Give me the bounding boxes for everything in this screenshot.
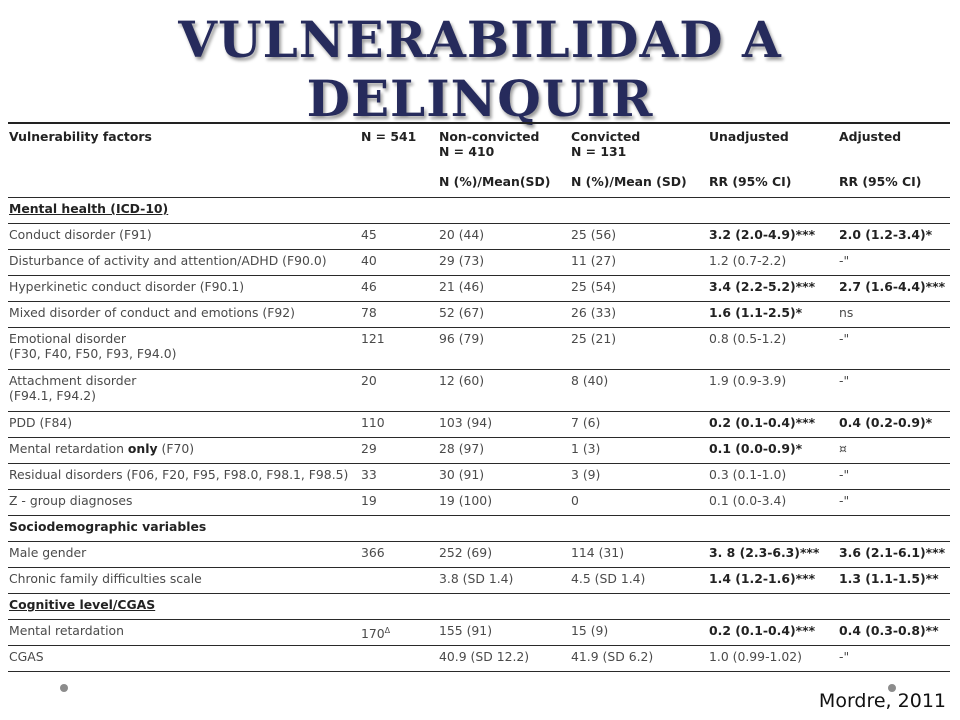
row-unadjusted: 1.6 (1.1-2.5)* xyxy=(708,302,838,328)
row-nonconvicted: 30 (91) xyxy=(438,464,570,490)
row-convicted: 4.5 (SD 1.4) xyxy=(570,568,708,594)
row-unadjusted: 1.2 (0.7-2.2) xyxy=(708,250,838,276)
row-n: 78 xyxy=(360,302,438,328)
row-factor: Z - group diagnoses xyxy=(8,490,360,516)
row-factor: Residual disorders (F06, F20, F95, F98.0, F98.1, F98.5) xyxy=(8,464,360,490)
section-sociodemographic: Sociodemographic variables xyxy=(8,516,950,542)
subheader-nonconvicted: N (%)/Mean(SD) xyxy=(438,171,570,198)
row-unadjusted: 1.9 (0.9-3.9) xyxy=(708,370,838,412)
table-row xyxy=(8,302,950,328)
header-convicted xyxy=(570,123,708,171)
row-factor-line1: Attachment disorder xyxy=(9,373,137,388)
header-adjusted: Adjusted xyxy=(839,129,902,144)
row-unadjusted: 0.1 (0.0-3.4) xyxy=(708,490,838,516)
row-n: 33 xyxy=(360,464,438,490)
row-factor: Mental retardation xyxy=(8,620,360,646)
row-n: 110 xyxy=(360,412,438,438)
row-convicted: 41.9 (SD 6.2) xyxy=(570,646,708,672)
row-nonconvicted: 28 (97) xyxy=(438,438,570,464)
row-factor xyxy=(8,328,360,370)
row-n: 19 xyxy=(360,490,438,516)
row-unadjusted: 0.3 (0.1-1.0) xyxy=(708,464,838,490)
table-row xyxy=(8,490,950,516)
row-n: 46 xyxy=(360,276,438,302)
subheader-unadjusted: RR (95% CI) xyxy=(708,171,838,198)
header-nonconvicted xyxy=(438,123,570,171)
row-factor-line2: (F94.1, F94.2) xyxy=(9,388,96,403)
row-adjusted: 0.4 (0.2-0.9)* xyxy=(838,412,950,438)
row-unadjusted: 0.8 (0.5-1.2) xyxy=(708,328,838,370)
row-n: 366 xyxy=(360,542,438,568)
table-row xyxy=(8,250,950,276)
section-row xyxy=(8,594,950,620)
row-nonconvicted: 40.9 (SD 12.2) xyxy=(438,646,570,672)
row-convicted: 26 (33) xyxy=(570,302,708,328)
row-factor: PDD (F84) xyxy=(8,412,360,438)
row-nonconvicted: 12 (60) xyxy=(438,370,570,412)
table-row xyxy=(8,542,950,568)
section-cognitive xyxy=(8,594,950,620)
section-row xyxy=(8,516,950,542)
row-factor: Chronic family difficulties scale xyxy=(8,568,360,594)
row-adjusted: 1.3 (1.1-1.5)** xyxy=(838,568,950,594)
row-n: 29 xyxy=(360,438,438,464)
row-n xyxy=(360,646,438,672)
row-unadjusted: 3.4 (2.2-5.2)*** xyxy=(708,276,838,302)
row-convicted: 25 (21) xyxy=(570,328,708,370)
row-nonconvicted: 155 (91) xyxy=(438,620,570,646)
row-n: 45 xyxy=(360,224,438,250)
row-factor-line2: (F30, F40, F50, F93, F94.0) xyxy=(9,346,177,361)
section-mental-health-label: Mental health (ICD-10) xyxy=(9,201,169,216)
row-factor xyxy=(8,438,360,464)
row-convicted: 25 (56) xyxy=(570,224,708,250)
bullet-dot-left xyxy=(60,684,68,692)
row-convicted: 11 (27) xyxy=(570,250,708,276)
subheader-convicted: N (%)/Mean (SD) xyxy=(570,171,708,198)
section-row xyxy=(8,198,950,224)
row-unadjusted: 0.1 (0.0-0.9)* xyxy=(708,438,838,464)
row-unadjusted: 1.0 (0.99-1.02) xyxy=(708,646,838,672)
row-unadjusted: 3.2 (2.0-4.9)*** xyxy=(708,224,838,250)
table-row xyxy=(8,464,950,490)
row-convicted: 8 (40) xyxy=(570,370,708,412)
table-row xyxy=(8,370,950,412)
table-row xyxy=(8,438,950,464)
row-adjusted: -" xyxy=(838,328,950,370)
section-cognitive-label: Cognitive level/CGAS xyxy=(9,597,156,612)
row-nonconvicted: 20 (44) xyxy=(438,224,570,250)
row-n-value: 170 xyxy=(361,626,385,642)
row-n: 40 xyxy=(360,250,438,276)
row-nonconvicted: 252 (69) xyxy=(438,542,570,568)
row-n: 121 xyxy=(360,328,438,370)
row-nonconvicted: 52 (67) xyxy=(438,302,570,328)
slide-title: VULNERABILIDAD A DELINQUIR xyxy=(178,10,782,128)
row-n xyxy=(360,568,438,594)
row-convicted: 1 (3) xyxy=(570,438,708,464)
row-convicted: 25 (54) xyxy=(570,276,708,302)
row-unadjusted: 3. 8 (2.3-6.3)*** xyxy=(708,542,838,568)
row-n-superscript: Δ xyxy=(384,626,391,635)
row-factor-emphasis: only xyxy=(127,441,158,456)
citation: Mordre, 2011 xyxy=(818,690,946,712)
table-header-row xyxy=(8,123,950,171)
header-unadjusted: Unadjusted xyxy=(709,129,789,144)
table-row xyxy=(8,646,950,672)
row-factor: Male gender xyxy=(8,542,360,568)
row-nonconvicted: 19 (100) xyxy=(438,490,570,516)
row-factor: CGAS xyxy=(8,646,360,672)
table-row xyxy=(8,620,950,646)
table-row xyxy=(8,276,950,302)
row-convicted: 0 xyxy=(570,490,708,516)
header-convicted-label: Convicted xyxy=(571,129,641,144)
row-adjusted: -" xyxy=(838,646,950,672)
row-nonconvicted: 29 (73) xyxy=(438,250,570,276)
row-convicted: 7 (6) xyxy=(570,412,708,438)
row-adjusted: -" xyxy=(838,490,950,516)
row-factor: Mixed disorder of conduct and emotions (F92) xyxy=(8,302,360,328)
header-factor: Vulnerability factors xyxy=(9,129,152,144)
table-row xyxy=(8,568,950,594)
subheader-adjusted: RR (95% CI) xyxy=(838,171,950,198)
row-adjusted: ¤ xyxy=(838,438,950,464)
header-nonconvicted-n: N = 410 xyxy=(439,144,495,159)
row-convicted: 3 (9) xyxy=(570,464,708,490)
header-convicted-n: N = 131 xyxy=(571,144,627,159)
table-row xyxy=(8,412,950,438)
section-mental-health xyxy=(8,198,950,224)
row-adjusted: 0.4 (0.3-0.8)** xyxy=(838,620,950,646)
row-convicted: 114 (31) xyxy=(570,542,708,568)
row-n xyxy=(360,620,438,646)
header-n: N = 541 xyxy=(361,129,417,144)
row-adjusted: 2.0 (1.2-3.4)* xyxy=(838,224,950,250)
row-adjusted: ns xyxy=(838,302,950,328)
row-nonconvicted: 3.8 (SD 1.4) xyxy=(438,568,570,594)
row-adjusted: 3.6 (2.1-6.1)*** xyxy=(838,542,950,568)
table-subheader-row xyxy=(8,171,950,198)
row-unadjusted: 1.4 (1.2-1.6)*** xyxy=(708,568,838,594)
row-nonconvicted: 103 (94) xyxy=(438,412,570,438)
table-row xyxy=(8,224,950,250)
row-adjusted: 2.7 (1.6-4.4)*** xyxy=(838,276,950,302)
row-adjusted: -" xyxy=(838,370,950,412)
vulnerability-table xyxy=(8,122,950,672)
row-factor-line1: Emotional disorder xyxy=(9,331,126,346)
row-factor: Conduct disorder (F91) xyxy=(8,224,360,250)
row-unadjusted: 0.2 (0.1-0.4)*** xyxy=(708,620,838,646)
row-factor: Hyperkinetic conduct disorder (F90.1) xyxy=(8,276,360,302)
header-nonconvicted-label: Non-convicted xyxy=(439,129,540,144)
row-unadjusted: 0.2 (0.1-0.4)*** xyxy=(708,412,838,438)
row-factor-part1: Mental retardation xyxy=(9,441,128,456)
table-row xyxy=(8,328,950,370)
row-nonconvicted: 21 (46) xyxy=(438,276,570,302)
row-n: 20 xyxy=(360,370,438,412)
row-nonconvicted: 96 (79) xyxy=(438,328,570,370)
row-adjusted: -" xyxy=(838,464,950,490)
row-factor xyxy=(8,370,360,412)
row-adjusted: -" xyxy=(838,250,950,276)
row-convicted: 15 (9) xyxy=(570,620,708,646)
row-factor: Disturbance of activity and attention/ADHD (F90.0) xyxy=(8,250,360,276)
row-factor-part2: (F70) xyxy=(157,441,195,456)
